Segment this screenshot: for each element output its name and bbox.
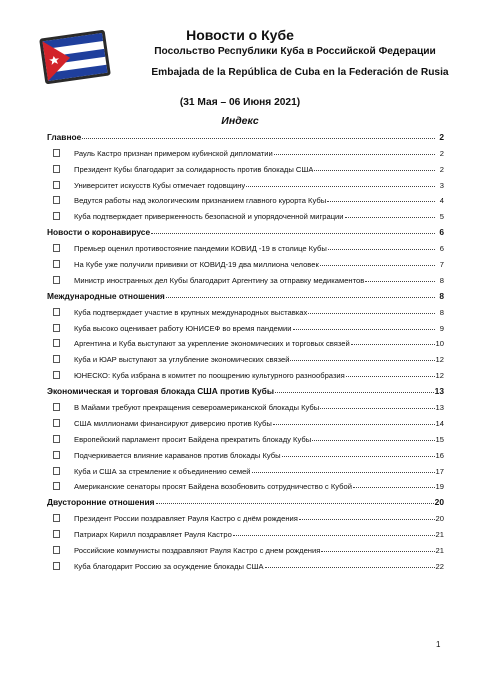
- toc-entry-title: Главное: [47, 131, 82, 142]
- toc-entry[interactable]: [47, 555, 444, 571]
- toc-page-number: 21: [435, 546, 444, 556]
- toc-entry[interactable]: [47, 539, 444, 555]
- toc-page-number: 8: [439, 275, 444, 285]
- toc-entry[interactable]: [47, 507, 444, 523]
- dot-leader: [312, 440, 434, 441]
- toc-entry-title: Президент России поздравляет Рауля Кастро с днём рождения: [74, 514, 298, 524]
- dot-leader: [351, 344, 435, 345]
- bullet-icon: [53, 212, 60, 220]
- toc-page-number: 13: [434, 386, 444, 397]
- toc-section[interactable]: [47, 221, 444, 237]
- toc-entry-title: На Кубе уже получили прививки от КОВИД-19 два миллиона человек: [74, 260, 319, 270]
- toc-entry-title: В Майами требуют прекращения североамериканской блокады Кубы: [74, 403, 320, 413]
- toc-entry-title: Американские сенаторы просят Байдена возобновить сотрудничество с Кубой: [74, 482, 352, 492]
- toc-entry-title: Куба и США за стремление к объединению семей: [74, 466, 251, 476]
- dot-leader: [345, 217, 435, 218]
- dot-leader: [233, 535, 435, 536]
- toc-entry[interactable]: [47, 269, 444, 285]
- toc-entry-title: Рауль Кастро признан примером кубинской дипломатии: [74, 148, 273, 158]
- toc-page-number: 2: [439, 131, 444, 142]
- toc-page-number: 10: [435, 339, 444, 349]
- dot-leader: [320, 408, 434, 409]
- toc-page-number: 8: [439, 290, 444, 301]
- dot-leader: [273, 424, 435, 425]
- dot-leader: [328, 249, 435, 250]
- toc-entry-title: Российские коммунисты поздравляют Рауля Кастро с днем рождения: [74, 546, 321, 556]
- toc-entry[interactable]: [47, 364, 444, 380]
- page-title: Новости о Кубе: [186, 27, 294, 43]
- dot-leader: [308, 313, 435, 314]
- bullet-icon: [53, 276, 60, 284]
- toc-entry-title: Куба и ЮАР выступают за углубление экономических связей: [74, 355, 290, 365]
- dot-leader: [252, 472, 435, 473]
- toc-entry-title: Экономическая и торговая блокада США против Кубы: [47, 386, 274, 397]
- toc-section[interactable]: [47, 380, 444, 396]
- dot-leader: [353, 487, 435, 488]
- toc-entry[interactable]: [47, 190, 444, 206]
- page-number: 1: [436, 640, 441, 649]
- toc-entry[interactable]: [47, 428, 444, 444]
- toc-entry-title: Подчеркивается влияние караванов против блокады Кубы: [74, 450, 281, 460]
- toc-section[interactable]: [47, 285, 444, 301]
- toc-entry-title: Университет искусств Кубы отмечает годовщину: [74, 180, 246, 190]
- toc-page-number: 6: [439, 244, 444, 254]
- bullet-icon: [53, 482, 60, 490]
- toc-entry[interactable]: [47, 333, 444, 349]
- toc-page-number: 4: [439, 196, 444, 206]
- toc-entry-title: Аргентина и Куба выступают за укрепление экономических и торговых связей: [74, 339, 350, 349]
- toc-entry[interactable]: [47, 205, 444, 221]
- dot-leader: [275, 392, 434, 393]
- toc-entry[interactable]: [47, 253, 444, 269]
- bullet-icon: [53, 181, 60, 189]
- dot-leader: [299, 519, 435, 520]
- bullet-icon: [53, 149, 60, 157]
- toc-page-number: 2: [439, 148, 444, 158]
- subtitle-russian: Посольство Республики Куба в Российской Федерации: [154, 46, 436, 57]
- toc-page-number: 13: [435, 403, 444, 413]
- bullet-icon: [53, 530, 60, 538]
- toc-entry[interactable]: [47, 460, 444, 476]
- bullet-icon: [53, 435, 60, 443]
- toc-entry[interactable]: [47, 476, 444, 492]
- toc-page-number: 15: [435, 434, 444, 444]
- toc-entry[interactable]: [47, 348, 444, 364]
- toc-entry[interactable]: [47, 412, 444, 428]
- toc-entry-title: Премьер оценил противостояние пандемии КОВИД -19 в столице Кубы: [74, 244, 327, 254]
- toc-page-number: 12: [435, 371, 444, 381]
- toc-entry-title: Президент Кубы благодарит за солидарность против блокады США: [74, 164, 314, 174]
- toc-entry[interactable]: [47, 444, 444, 460]
- toc-entry[interactable]: [47, 523, 444, 539]
- toc-page-number: 17: [435, 466, 444, 476]
- toc-section[interactable]: [47, 126, 444, 142]
- toc-entry-title: ЮНЕСКО: Куба избрана в комитет по поощрению культурного разнообразия: [74, 371, 345, 381]
- toc-page-number: 6: [439, 227, 444, 238]
- toc-entry-title: Куба подтверждает приверженность безопасной и упорядоченной миграции: [74, 212, 344, 222]
- toc-entry-title: Министр иностранных дел Кубы благодарит Аргентину за отправку медикаментов: [74, 275, 365, 285]
- bullet-icon: [53, 165, 60, 173]
- toc-entry-title: Куба высоко оценивает работу ЮНИСЕФ во время пандемии: [74, 323, 292, 333]
- toc-entry-title: Ведутся работы над экологическим признанием главного курорта Кубы: [74, 196, 327, 206]
- toc-entry-title: Куба подтверждает участие в крупных международных выставках: [74, 307, 308, 317]
- dot-leader: [151, 233, 435, 234]
- toc-entry-title: Патриарх Кирилл поздравляет Рауля Кастро: [74, 530, 232, 540]
- toc-entry[interactable]: [47, 396, 444, 412]
- toc-entry[interactable]: [47, 317, 444, 333]
- bullet-icon: [53, 419, 60, 427]
- dot-leader: [246, 186, 435, 187]
- toc-entry[interactable]: [47, 142, 444, 158]
- toc-page-number: 19: [435, 482, 444, 492]
- dot-leader: [82, 138, 435, 139]
- toc-page-number: 22: [435, 561, 444, 571]
- dot-leader: [327, 201, 435, 202]
- toc-page-number: 3: [439, 180, 444, 190]
- toc-page-number: 16: [435, 450, 444, 460]
- toc-entry-title: Куба благодарит Россию за осуждение блокады США: [74, 561, 264, 571]
- bullet-icon: [53, 260, 60, 268]
- dot-leader: [321, 551, 434, 552]
- bullet-icon: [53, 371, 60, 379]
- toc-page-number: 8: [439, 307, 444, 317]
- index-heading: Индекс: [221, 115, 259, 127]
- toc-page-number: 9: [439, 323, 444, 333]
- bullet-icon: [53, 546, 60, 554]
- toc-page-number: 2: [439, 164, 444, 174]
- bullet-icon: [53, 308, 60, 316]
- toc-entry-title: США миллионами финансируют диверсию против Кубы: [74, 418, 272, 428]
- bullet-icon: [53, 467, 60, 475]
- toc-entry[interactable]: [47, 174, 444, 190]
- table-of-contents: [47, 126, 444, 571]
- toc-section[interactable]: [47, 491, 444, 507]
- bullet-icon: [53, 355, 60, 363]
- dot-leader: [156, 503, 434, 504]
- toc-page-number: 21: [435, 530, 444, 540]
- toc-entry-title: Международные отношения: [47, 290, 165, 301]
- toc-page-number: 14: [435, 418, 444, 428]
- bullet-icon: [53, 244, 60, 252]
- dot-leader: [314, 170, 435, 171]
- toc-entry-title: Двусторонние отношения: [47, 497, 155, 508]
- dot-leader: [274, 154, 435, 155]
- toc-page-number: 12: [435, 355, 444, 365]
- dot-leader: [166, 297, 435, 298]
- toc-entry[interactable]: [47, 237, 444, 253]
- bullet-icon: [53, 324, 60, 332]
- date-range: (31 Мая – 06 Июня 2021): [179, 97, 301, 108]
- toc-page-number: 5: [439, 212, 444, 222]
- toc-page-number: 7: [439, 260, 444, 270]
- bullet-icon: [53, 196, 60, 204]
- toc-entry[interactable]: [47, 158, 444, 174]
- dot-leader: [346, 376, 435, 377]
- bullet-icon: [53, 451, 60, 459]
- bullet-icon: [53, 514, 60, 522]
- dot-leader: [265, 567, 435, 568]
- subtitle-spanish: Embajada de la República de Cuba en la Federación de Rusia: [151, 67, 449, 78]
- dot-leader: [293, 329, 436, 330]
- toc-page-number: 20: [435, 514, 444, 524]
- dot-leader: [282, 456, 435, 457]
- bullet-icon: [53, 562, 60, 570]
- bullet-icon: [53, 339, 60, 347]
- dot-leader: [320, 265, 435, 266]
- toc-entry[interactable]: [47, 301, 444, 317]
- toc-entry-title: Новости о коронавирусе: [47, 227, 151, 238]
- bullet-icon: [53, 403, 60, 411]
- toc-page-number: 20: [434, 497, 444, 508]
- dot-leader: [365, 281, 435, 282]
- dot-leader: [290, 360, 434, 361]
- toc-entry-title: Европейский парламент просит Байдена прекратить блокаду Кубы: [74, 434, 312, 444]
